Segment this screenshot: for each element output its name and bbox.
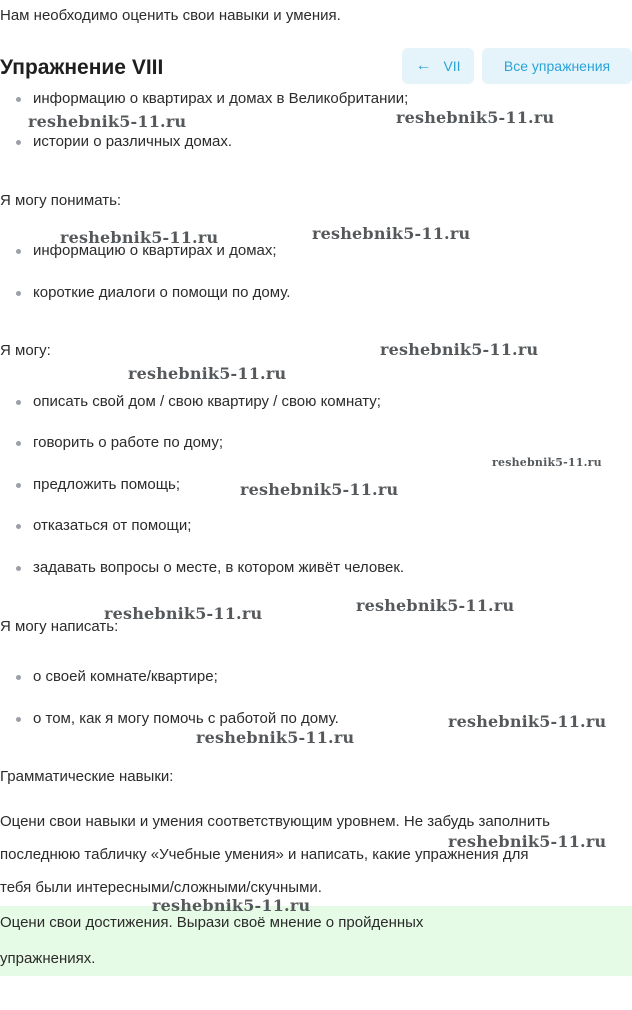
watermark: reshebnik5-11.ru	[196, 728, 355, 747]
bullet-icon	[16, 717, 21, 722]
section-heading-write: Я могу написать:	[0, 618, 119, 635]
list-item: описать свой дом / свою квартиру / свою комнату;	[16, 392, 381, 412]
list-item: отказаться от помощи;	[16, 516, 191, 536]
bullet-icon	[16, 140, 21, 145]
list-item: о своей комнате/квартире;	[16, 667, 218, 687]
list-item: короткие диалоги о помощи по дому.	[16, 283, 290, 303]
watermark: reshebnik5-11.ru	[356, 596, 515, 615]
bullet-icon	[16, 441, 21, 446]
watermark: reshebnik5-11.ru	[448, 832, 607, 851]
section-heading-can: Я могу:	[0, 342, 51, 359]
watermark: reshebnik5-11.ru	[396, 108, 555, 127]
list-item: говорить о работе по дому;	[16, 433, 223, 453]
watermark: reshebnik5-11.ru	[128, 364, 287, 383]
intro-text: Нам необходимо оценить свои навыки и умения.	[0, 7, 341, 24]
watermark: reshebnik5-11.ru	[104, 604, 263, 623]
highlight-line: упражнениях.	[0, 950, 96, 967]
paragraph-line: тебя были интересными/сложными/скучными.	[0, 879, 322, 896]
watermark: reshebnik5-11.ru	[312, 224, 471, 243]
all-exercises-label: Все упражнения	[503, 58, 611, 74]
watermark: reshebnik5-11.ru	[60, 228, 219, 247]
list-item: информацию о квартирах и домах в Великобритании;	[16, 89, 408, 108]
grammar-heading: Грамматические навыки:	[0, 768, 174, 785]
page-title: Упражнение VIII	[0, 56, 164, 79]
paragraph-line: Оцени свои навыки и умения соответствующим уровнем. Не забудь заполнить	[0, 813, 550, 830]
watermark: reshebnik5-11.ru	[152, 896, 311, 915]
prev-exercise-label: VII	[443, 58, 461, 74]
watermark: reshebnik5-11.ru	[240, 480, 399, 499]
list-item: истории о различных домах.	[16, 132, 232, 152]
watermark: reshebnik5-11.ru	[28, 112, 187, 131]
bullet-icon	[16, 524, 21, 529]
arrow-left-icon: ←	[415, 57, 432, 74]
bullet-icon	[16, 249, 21, 254]
watermark: reshebnik5-11.ru	[380, 340, 539, 359]
bullet-icon	[16, 566, 21, 571]
all-exercises-button[interactable]	[482, 48, 632, 84]
watermark: reshebnik5-11.ru	[492, 456, 602, 469]
list-item: информацию о квартирах и домах;	[16, 241, 277, 261]
list-item: о том, как я могу помочь с работой по дому.	[16, 709, 339, 729]
prev-exercise-button[interactable]	[402, 48, 474, 84]
bullet-icon	[16, 400, 21, 405]
bullet-icon	[16, 97, 21, 102]
scrolled-list-top	[0, 86, 632, 108]
bullet-icon	[16, 291, 21, 296]
highlight-line: Оцени свои достижения. Вырази своё мнение о пройденных	[0, 914, 424, 931]
paragraph-line: последнюю табличку «Учебные умения» и написать, какие упражнения для	[0, 846, 529, 863]
section-heading-understand: Я могу понимать:	[0, 192, 122, 209]
list-item: предложить помощь;	[16, 475, 180, 495]
bullet-icon	[16, 675, 21, 680]
bullet-icon	[16, 483, 21, 488]
watermark: reshebnik5-11.ru	[448, 712, 607, 731]
list-item: задавать вопросы о месте, в котором живёт человек.	[16, 558, 404, 578]
